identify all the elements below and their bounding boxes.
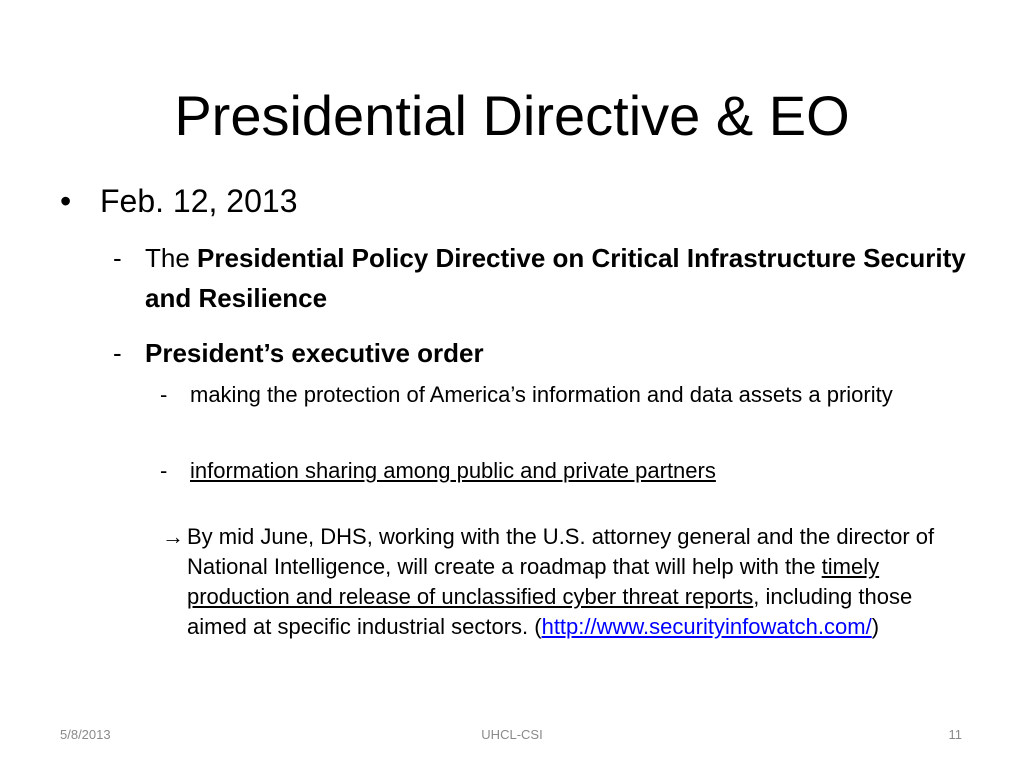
source-link[interactable]: http://www.securityinfowatch.com/ [541, 614, 872, 639]
right-arrow-icon: → [162, 524, 184, 549]
footer-org: UHCL-CSI [481, 727, 543, 742]
subsub-item-sharing [160, 454, 960, 488]
note-part-1: By mid June, DHS, working with the U.S. attorney general and the director of National Intelligence, will create a roadmap that will help with the [187, 524, 935, 579]
subsub-item-protection-text: making the protection of America’s information and data assets a priority [190, 382, 893, 407]
directive-title: Presidential Policy Directive on Critical Infrastructure Security and Resilience [145, 243, 966, 313]
dash-icon: - [113, 243, 122, 273]
note-part-3: ) [871, 614, 880, 639]
dash-icon: - [160, 458, 168, 483]
dash-icon: - [160, 382, 168, 407]
dash-icon: - [113, 338, 122, 368]
sub-item-directive [113, 238, 973, 318]
sub-item-directive-text [145, 238, 973, 318]
subsub-item-sharing-text: information sharing among public and private partners [190, 458, 716, 483]
slide-title: Presidential Directive & EO [174, 84, 850, 147]
roadmap-note-text [187, 522, 942, 642]
subsub-item-protection [160, 378, 960, 412]
sub-item-executive-order-text [145, 333, 973, 373]
note-underlined: timely production and release of unclassified cyber threat reports [187, 554, 880, 609]
bullet-icon: • [60, 183, 72, 219]
roadmap-note [162, 522, 942, 642]
sub-item-executive-order [113, 333, 973, 373]
executive-order-title: President’s executive order [145, 338, 484, 368]
note-part-2: , including those aimed at specific industrial sectors. ( [187, 584, 913, 639]
bullet-date [60, 180, 297, 222]
bullet-date-text: Feb. 12, 2013 [100, 183, 298, 219]
footer-date: 5/8/2013 [60, 727, 111, 742]
directive-prefix: The [145, 243, 198, 273]
footer-page-number: 11 [948, 727, 962, 742]
